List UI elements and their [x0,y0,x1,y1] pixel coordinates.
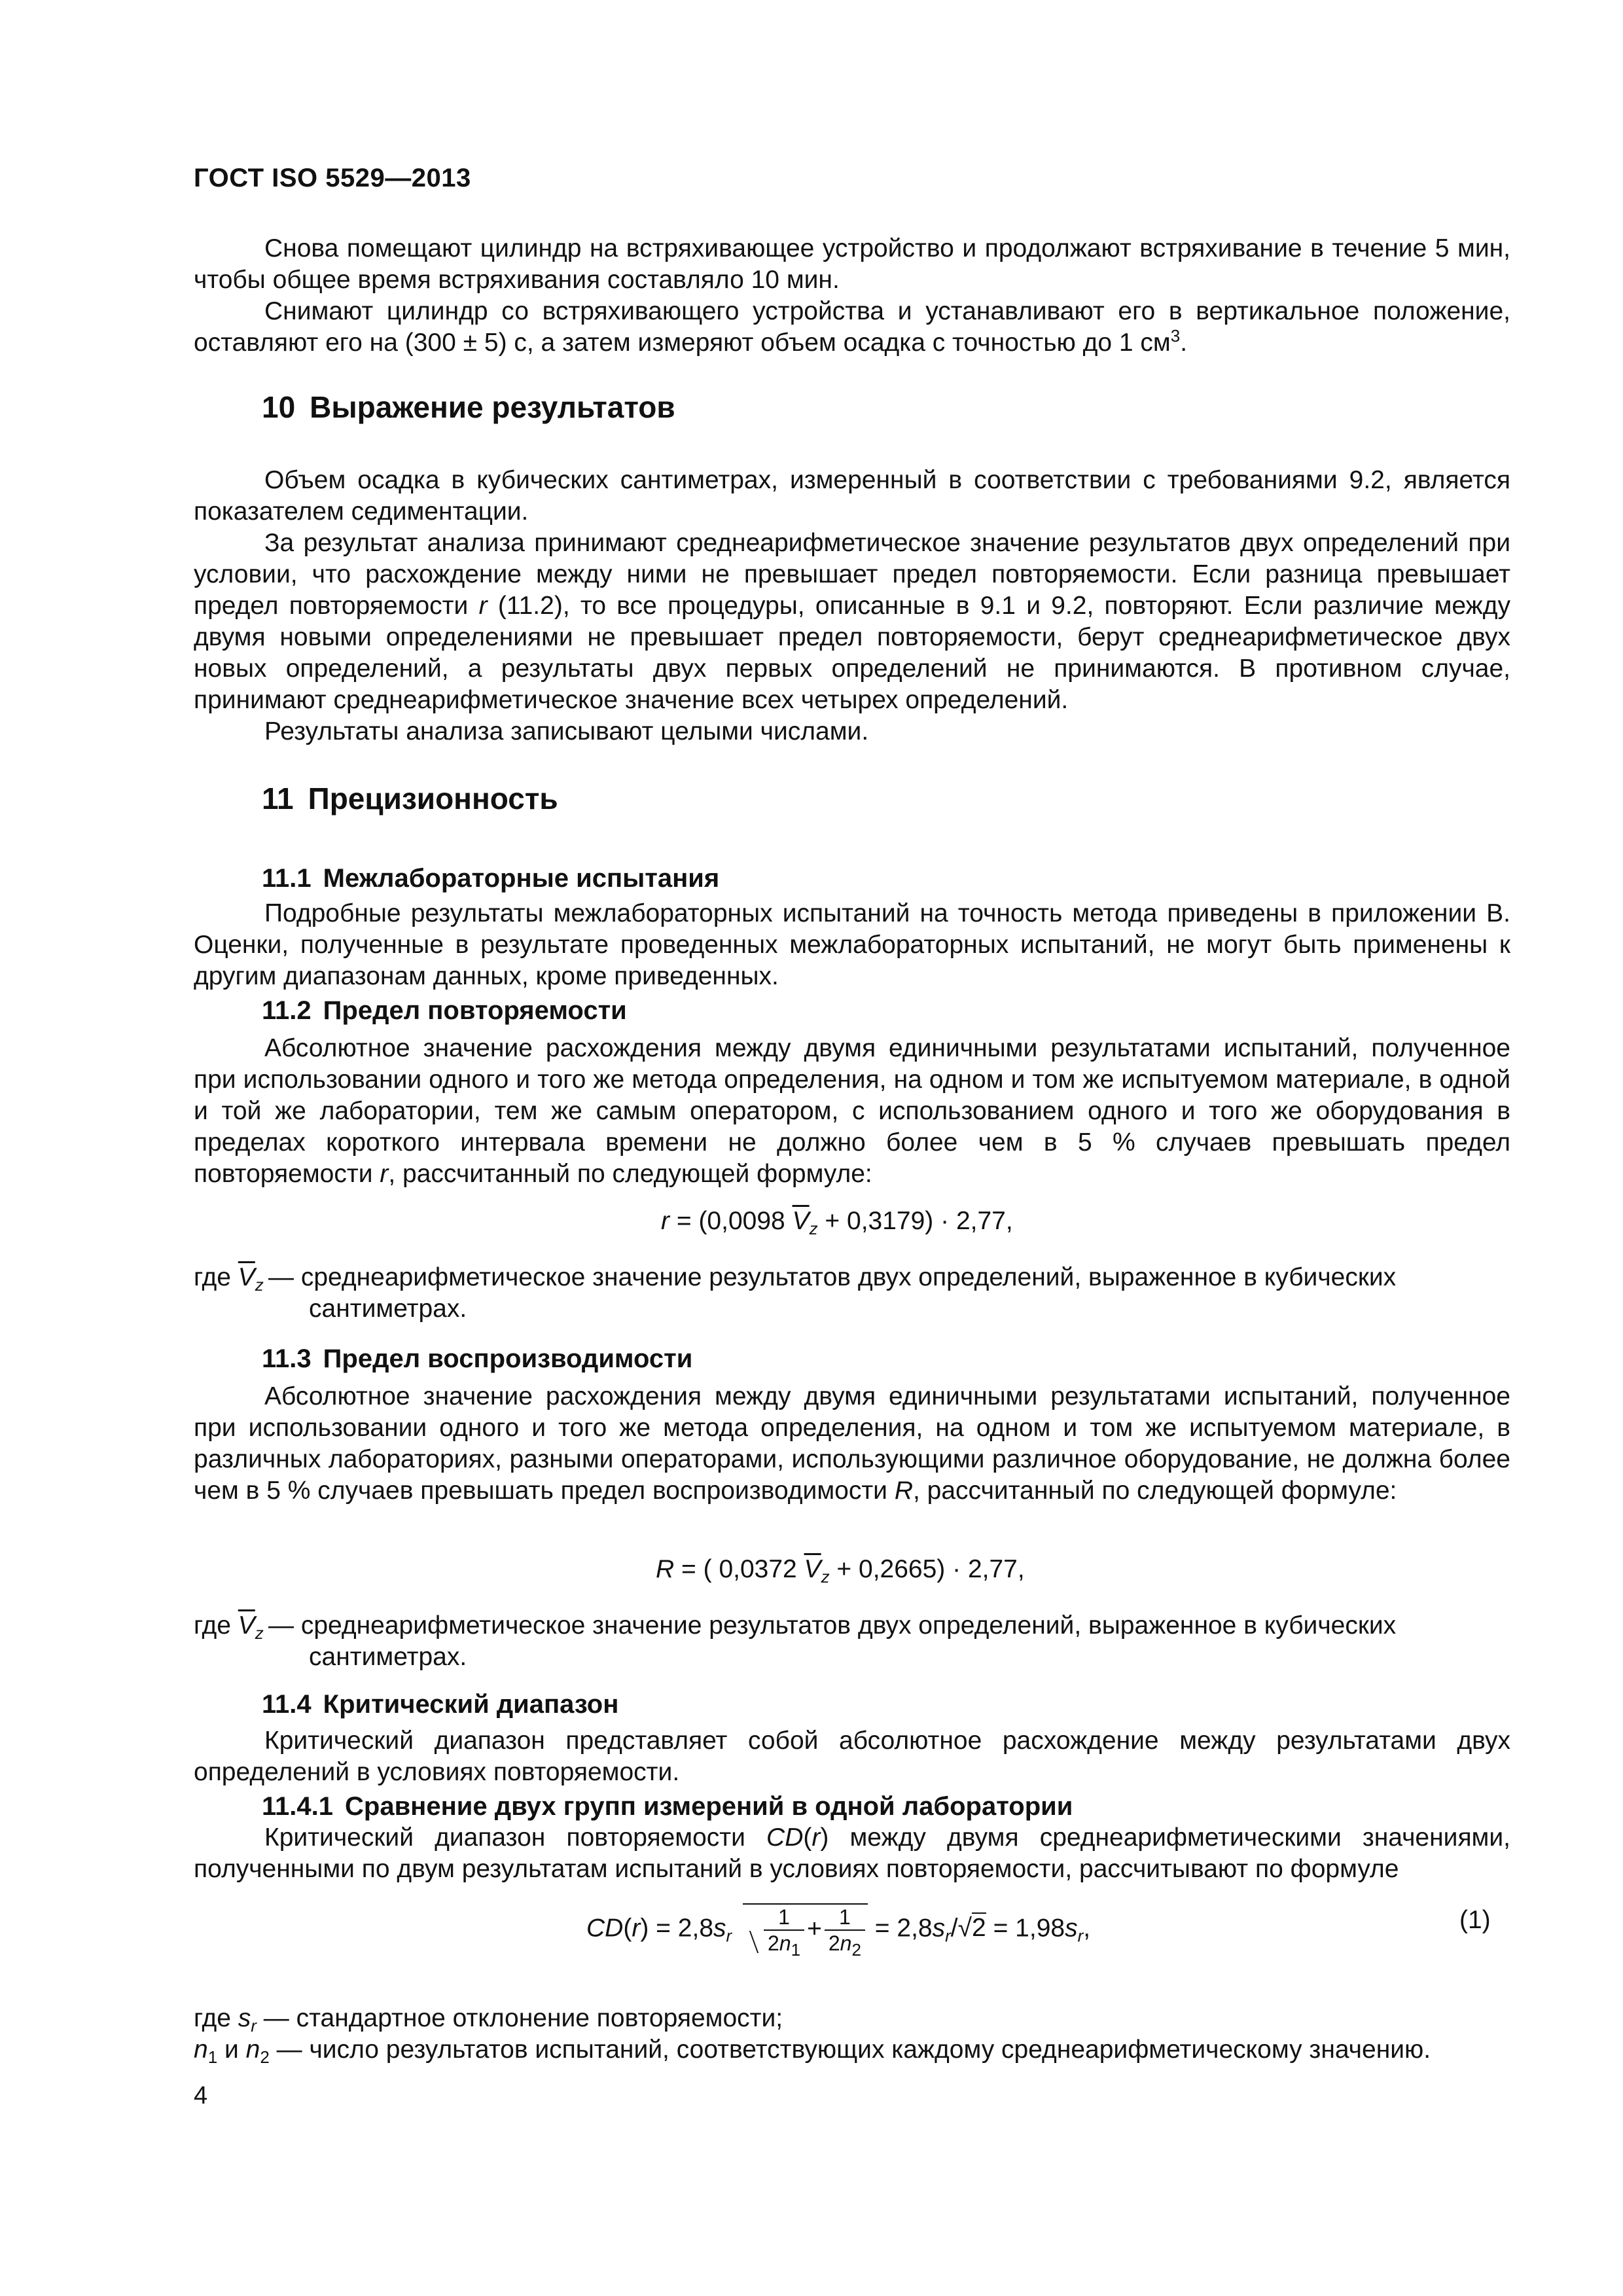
subsection-heading: 11.3 Предел воспроизводимости [262,1344,693,1373]
subsection-heading: 11.4 Критический диапазон [262,1690,619,1719]
paragraph: Критический диапазон повторяемости CD(r) между двумя среднеарифметическими значениями, полученными по двум результатам испытаний в условиях повторяемости, рассчитывают по формуле [194,1823,1510,1883]
page-number: 4 [194,2082,208,2109]
paragraph: Подробные результаты межлабораторных испытаний на точность метода приведены в приложении В. Оценки, полученные в результате проведенных межлабораторных испытаний, не могут быть применены к другим диапазонам данных, кроме приведенных. [194,899,1510,990]
definitions-list [194,2003,1516,2066]
repeatability-formula: r = (0,0098 $\overline{V}_z + 0,3179) \cdot 2,77$, [661,1207,1013,1238]
paragraph: Абсолютное значение расхождения между двумя единичными результатами испытаний, полученное при использовании одного и того же метода определения, на одном и том же испытуемом материале, в одной и той же лаборатории, тем же самым оператором, с использованием одного и того же оборудования в пределах короткого интервала времени не должно более чем в 5 % случаев превышать предел повторяемости r, рассчитанный по следующей формуле: [194,1034,1510,1188]
reproducibility-formula: R = ( 0,0372 $\overline{V}_z + 0,2665) \cdot 2,77$, [656,1555,1025,1587]
subsection-heading: 11.4.1 Сравнение двух групп измерений в одной лаборатории [262,1792,1073,1821]
equation-number: (1) [1459,1906,1491,1934]
paragraph: Объем осадка в кубических сантиметрах, измеренный в соответствии с требованиями 9.2, является показателем седиментации. [194,466,1510,526]
paragraph: Снова помещают цилиндр на встряхивающее устройство и продолжают встряхивание в течение 5 мин, чтобы общее время встряхивания составляло 10 мин. [194,234,1510,294]
subsection-heading: 11.2 Предел повторяемости [262,996,627,1025]
s11-3-body [194,1381,1510,1507]
definition-row: $n_1$ и $n_2$ — число результатов испытаний, соответствующих каждому среднеарифметическому значению. [194,2036,1431,2067]
critical-range-formula: $CD(r) = 2,8s_r$ $\frac{1}{2n_1}$ + $\frac{1}{2n_2}$ = $2,8s_r/√2 = 1,98s_r$, [586,1903,1090,1956]
where-clause: где $\overline{V}_z$ — среднеарифметическое значение результатов двух определений, выраженное в кубических сантиметрах. [194,1263,1397,1323]
paragraph: Критический диапазон представляет собой абсолютное расхождение между результатами двух определений в условиях повторяемости. [194,1727,1510,1786]
s11-1-body [194,898,1510,992]
subsection-heading: 11.1 Межлабораторные испытания [262,864,720,893]
intro-block [194,233,1510,359]
s11-4-1-body [194,1822,1510,1885]
standard-header: ГОСТ ISO 5529—2013 [194,164,471,192]
s11-4-body [194,1725,1510,1788]
square-root: $\frac{1}{2n_1}$ + $\frac{1}{2n_2}$ [743,1903,868,1956]
paragraph: За результат анализа принимают среднеарифметическое значение результатов двух определений при условии, что расхождение между ними не превышает предел повторяемости. Если разница превышает предел повторяемости r (11.2), то все процедуры, описанные в 9.1 и 9.2, повторяют. Если различие между двумя новыми определениями не превышает предел повторяемости, берут среднеарифметическое двух новых определений, а результаты двух первых определений не принимаются. В противном случае, принимают среднеарифметическое значение всех четырех определений. [194,529,1510,714]
s11-2-body [194,1033,1510,1190]
paragraph: Снимают цилиндр со встряхивающего устройства и устанавливают его в вертикальное положение, оставляют его на (300 ± 5) с, а затем измеряют объем осадка с точностью до 1 $см^3$. [194,297,1510,357]
section-heading: 11 Прецизионность [262,781,558,816]
where-clause: где $\overline{V}_z$ — среднеарифметическое значение результатов двух определений, выраженное в кубических сантиметрах. [194,1611,1397,1671]
paragraph: Результаты анализа записывают целыми числами. [264,717,869,745]
section10-body [194,465,1510,747]
paragraph: Абсолютное значение расхождения между двумя единичными результатами испытаний, полученное при использовании одного и того же метода определения, на одном и том же испытуемом материале, в различных лабораториях, разными операторами, использующими различное оборудование, не должна более чем в 5 % случаев превышать предел воспроизводимости R, рассчитанный по следующей формуле: [194,1382,1510,1505]
definition-row: где $s_r$ — стандартное отклонение повторяемости; [194,2004,783,2036]
section-heading: 10 Выражение результатов [262,390,675,424]
